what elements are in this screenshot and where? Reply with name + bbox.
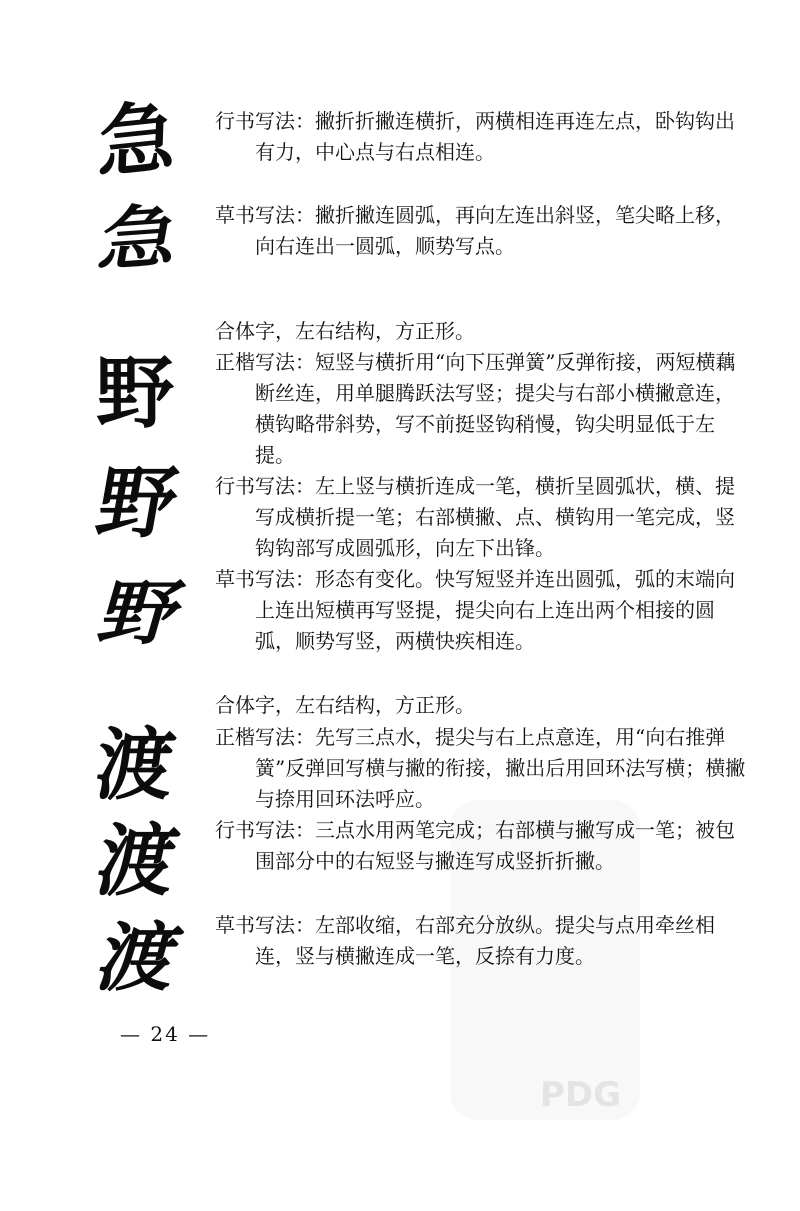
watermark-text: PDG <box>540 1075 622 1115</box>
glyph-du-xingshu: 渡 <box>88 816 186 907</box>
glyph-ye-zhengkai: 野 <box>96 348 175 439</box>
du-structure-text: 合体字，左右结构，方正形。 <box>215 693 475 717</box>
ji-caoshu-text: 草书写法：撇折撇连圆弧，再向左连出斜竖，笔尖略上移，向右连出一圆弧，顺势写点。 <box>215 203 735 258</box>
du-caoshu-text: 草书写法：左部收缩，右部充分放纵。提尖与点用牵丝相连，竖与横撇连成一笔，反捺有力度。 <box>215 913 715 968</box>
glyph-ji-xingshu: 急 <box>96 90 178 191</box>
glyph-du-zhengkai: 渡 <box>89 720 181 811</box>
ye-caoshu-text: 草书写法：形态有变化。快写短竖并连出圆弧，弧的末端向上连出短横再写竖提，提尖向右上连出两个相接的圆弧，顺势写竖，两横快疾相连。 <box>215 567 735 653</box>
ye-xingshu-text: 行书写法：左上竖与横折连成一笔，横折呈圆弧状，横、提写成横折提一笔；右部横撇、点、横钩用一笔完成，竖钩钩部写成圆弧形，向左下出锋。 <box>215 474 735 560</box>
du-xingshu-text: 行书写法：三点水用两笔完成；右部横与撇写成一笔；被包围部分中的右短竖与撇连写成竖折折撇。 <box>215 818 735 873</box>
ye-structure-text: 合体字，左右结构，方正形。 <box>215 319 475 343</box>
page-number: — 24 — <box>120 1022 211 1046</box>
glyph-ye-xingshu: 野 <box>90 458 185 549</box>
glyph-du-caoshu: 渡 <box>87 915 191 1002</box>
ye-zhengkai-text: 正楷写法：短竖与横折用“向下压弹簧”反弹衔接，两短横藕断丝连，用单腿腾跃法写竖；提尖与右部小横撇意连，横钩略带斜势，写不前挺竖钩稍慢，钩尖明显低于左提。 <box>215 350 736 467</box>
glyph-ye-caoshu: 野 <box>90 572 192 655</box>
glyph-ji-caoshu: 急 <box>93 195 186 282</box>
du-zhengkai-text: 正楷写法：先写三点水，提尖与右上点意连，用“向右推弹簧”反弹回写横与撇的衔接，撇出后用回环法写横；横撇与捺用回环法呼应。 <box>215 725 746 811</box>
ji-xingshu-text: 行书写法：撇折折撇连横折，两横相连再连左点，卧钩钩出有力，中心点与右点相连。 <box>215 109 735 164</box>
